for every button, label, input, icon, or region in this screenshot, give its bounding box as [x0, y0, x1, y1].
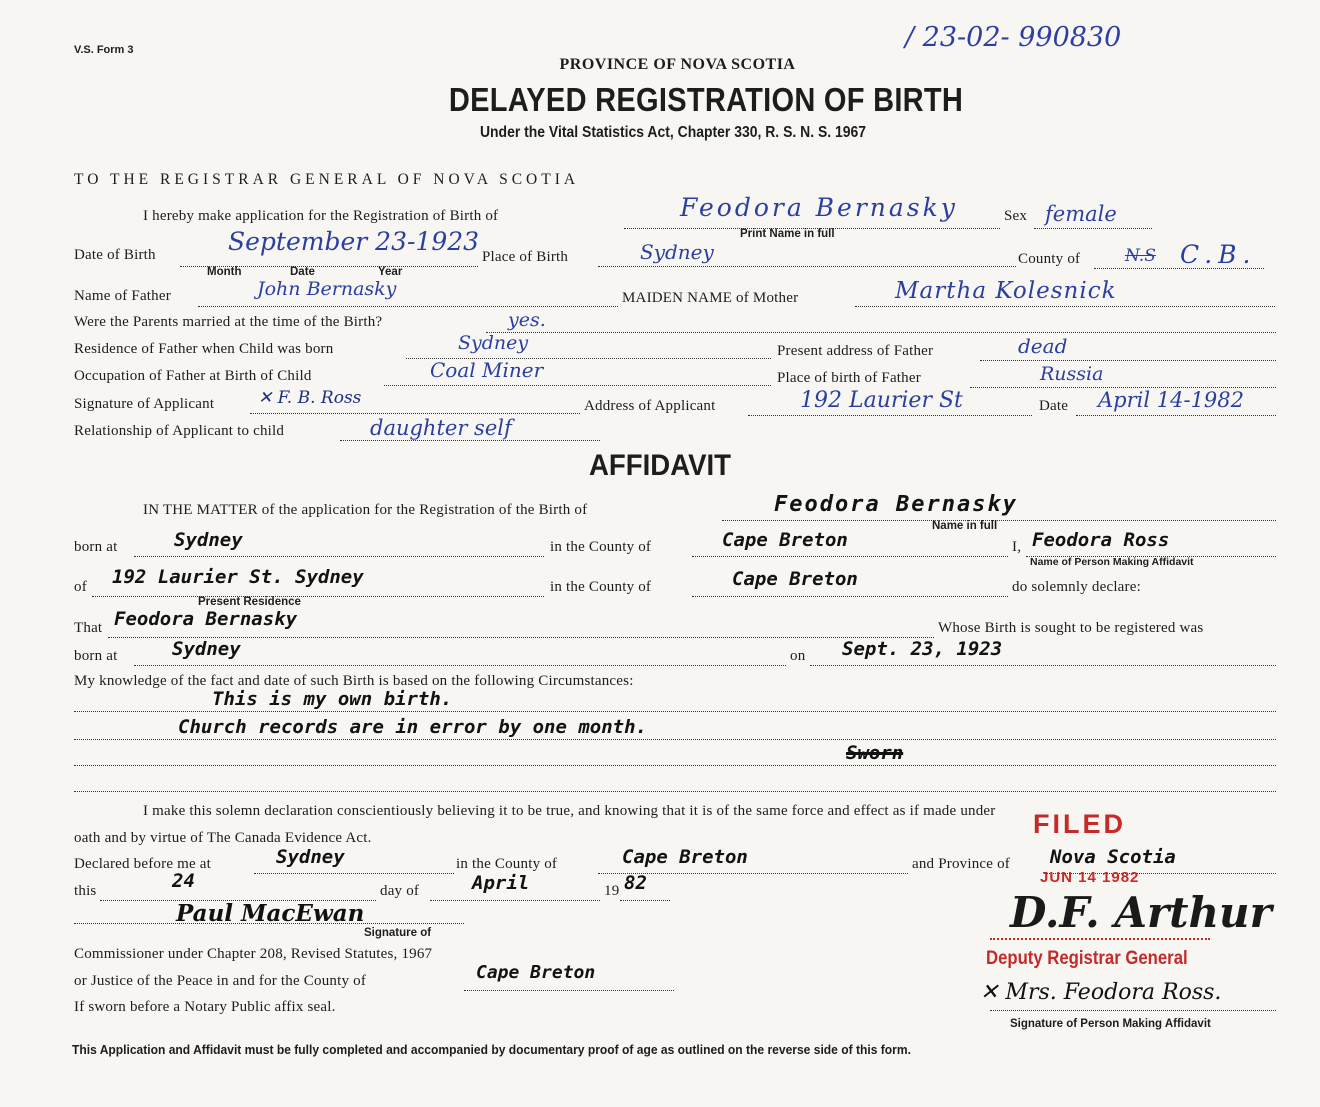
whose-label: Whose Birth is sought to be registered was — [938, 620, 1204, 636]
date-label: Date — [1039, 398, 1069, 414]
affiant-signature-caption: Signature of Person Making Affidavit — [1010, 1018, 1211, 1030]
on-value: Sept. 23, 1923 — [842, 638, 1003, 660]
county-value-affidavit: Cape Breton — [722, 529, 848, 551]
on-label: on — [790, 648, 806, 664]
matter-label: IN THE MATTER of the application for the Registration of the Birth of — [143, 502, 588, 518]
day-of-label: day of — [380, 883, 420, 899]
registrar-signature: D.F. Arthur — [1010, 888, 1272, 937]
justice-label: or Justice of the Peace in and for the County of — [74, 973, 367, 989]
form-title: DELAYED REGISTRATION OF BIRTH — [448, 81, 964, 118]
occupation-label: Occupation of Father at Birth of Child — [74, 368, 312, 384]
justice-value: Cape Breton — [476, 962, 596, 983]
county-label-affidavit: in the County of — [550, 539, 652, 555]
commissioner-line: Commissioner under Chapter 208, Revised Statutes, 1967 — [74, 946, 433, 962]
mother-value: Martha Kolesnick — [895, 278, 1117, 304]
present-addr-label: Present address of Father — [777, 343, 934, 359]
month-caption: Month — [207, 266, 242, 278]
date-caption: Date — [290, 266, 315, 278]
year-caption: Year — [378, 266, 403, 278]
born-at2-label: born at — [74, 648, 118, 664]
pob-value: Sydney — [640, 240, 714, 264]
addressee: TO THE REGISTRAR GENERAL OF NOVA SCOTIA — [74, 171, 580, 188]
relationship-label: Relationship of Applicant to child — [74, 423, 285, 439]
affiant-signature: ✕ Mrs. Feodora Ross. — [980, 980, 1222, 1005]
registrar-title-stamp: Deputy Registrar General — [986, 948, 1188, 969]
stamp-dotted-line — [990, 938, 1210, 940]
addr-applicant-value: 192 Laurier St — [800, 388, 963, 413]
form-number: V.S. Form 3 — [74, 44, 134, 56]
matter-value: Feodora Bernasky — [774, 492, 1018, 517]
addr-applicant-label: Address of Applicant — [584, 398, 716, 414]
that-label: That — [74, 620, 103, 636]
name-caption: Print Name in full — [740, 228, 835, 240]
born-at-value: Sydney — [174, 529, 243, 551]
sex-label: Sex — [1004, 208, 1028, 224]
sig-applicant-label: Signature of Applicant — [74, 396, 215, 412]
person-caption: Name of Person Making Affidavit — [1030, 556, 1194, 568]
name-in-full-caption: Name in full — [932, 520, 998, 532]
married-value: yes. — [508, 309, 546, 331]
affidavit-heading: AFFIDAVIT — [588, 449, 732, 482]
county-label: County of — [1018, 251, 1081, 267]
filed-date-stamp: JUN 14 1982 — [1040, 869, 1140, 886]
pob-label: Place of Birth — [482, 249, 569, 265]
circumstance-struck: Sworn — [846, 742, 904, 764]
knowledge-label: My knowledge of the fact and date of such Birth is based on the following Circumstances: — [74, 673, 634, 689]
declared-label: Declared before me at — [74, 856, 212, 872]
declared-value: Sydney — [276, 846, 345, 868]
form-subtitle: Under the Vital Statistics Act, Chapter 330, R. S. N. S. 1967 — [479, 124, 867, 141]
that-value: Feodora Bernasky — [114, 608, 298, 630]
solemn-line-1: I make this solemn declaration conscientiously believing it to be true, and knowing that it is of the same force and effect as if made under — [143, 803, 996, 819]
dob-value: September 23-1923 — [228, 227, 480, 256]
circumstance-line-2: Church records are in error by one month. — [178, 716, 647, 738]
relationship-value: daughter self — [370, 416, 512, 440]
pob-father-value: Russia — [1040, 363, 1104, 385]
father-value: John Bernasky — [257, 278, 397, 300]
signature-of-caption: Signature of — [364, 927, 432, 939]
file-number: / 23-02- 990830 — [905, 22, 1122, 53]
date-value: April 14-1982 — [1098, 388, 1245, 412]
sex-value: female — [1045, 202, 1117, 226]
sig-applicant-value: ✕ F. B. Ross — [258, 388, 362, 408]
footer-instructions: This Application and Affidavit must be fully completed and accompanied by documentary proof of age as outlined on the reverse side of this form. — [72, 1043, 911, 1057]
this-value: 24 — [172, 870, 195, 892]
pob-father-label: Place of birth of Father — [777, 370, 921, 386]
residence-caption: Present Residence — [198, 596, 301, 608]
born-at-label: born at — [74, 539, 118, 555]
father-label: Name of Father — [74, 288, 171, 304]
intro-label: I hereby make application for the Registration of Birth of — [143, 208, 499, 224]
county-struck: N.S — [1125, 246, 1156, 266]
solemn-line-2: oath and by virtue of The Canada Evidence Act. — [74, 830, 372, 846]
present-addr-value: dead — [1018, 334, 1068, 358]
province-heading: PROVINCE OF NOVA SCOTIA — [559, 56, 796, 73]
county2-label: in the County of — [550, 579, 652, 595]
this-label: this — [74, 883, 97, 899]
dob-label: Date of Birth — [74, 247, 156, 263]
name-value: Feodora Bernasky — [680, 193, 958, 222]
i-label: I, — [1012, 539, 1022, 555]
of-value: 192 Laurier St. Sydney — [112, 566, 364, 588]
married-label: Were the Parents married at the time of the Birth? — [74, 314, 383, 330]
res-father-value: Sydney — [458, 332, 529, 354]
circumstance-line-1: This is my own birth. — [212, 688, 453, 710]
born-at2-value: Sydney — [172, 638, 241, 660]
county3-value: Cape Breton — [622, 846, 748, 868]
province-label: and Province of — [912, 856, 1010, 872]
province-value: Nova Scotia — [1050, 846, 1176, 868]
mother-label: MAIDEN NAME of Mother — [622, 290, 799, 306]
county-value: C.B. — [1180, 240, 1257, 269]
notary-line: If sworn before a Notary Public affix seal. — [74, 999, 336, 1015]
commissioner-signature: Paul MacEwan — [176, 900, 365, 927]
county3-label: in the County of — [456, 856, 558, 872]
year-prefix: 19 — [604, 883, 620, 899]
year-value: 82 — [624, 872, 647, 894]
county2-value: Cape Breton — [732, 568, 858, 590]
day-of-value: April — [472, 872, 530, 894]
i-value: Feodora Ross — [1032, 529, 1170, 551]
occupation-value: Coal Miner — [430, 358, 544, 382]
filed-stamp: FILED — [1033, 809, 1126, 839]
res-father-label: Residence of Father when Child was born — [74, 341, 334, 357]
declare-label: do solemnly declare: — [1012, 579, 1141, 595]
of-label: of — [74, 579, 87, 595]
